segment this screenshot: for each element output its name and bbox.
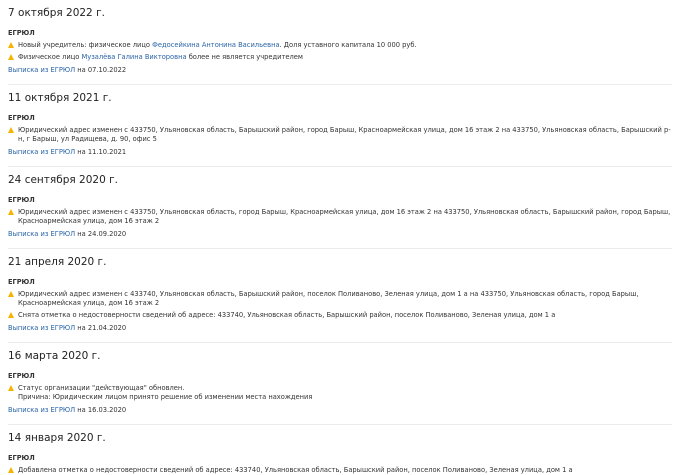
event-item — [8, 384, 672, 402]
warning-triangle-icon — [8, 291, 14, 297]
extract-date: на 16.03.2020 — [77, 406, 127, 414]
event-text: Статус организации "действующая" обновлен. — [18, 384, 185, 392]
event-text: Юридический адрес изменен с 433750, Ульяновская область, город Барыш, Красноармейская улица, дом 16 этаж 2 на 433750, Ульяновская область, Барышский район, город Барыш, Красноармейская улица, дом 16 этаж 2 — [18, 208, 671, 225]
registry-label: ЕГРЮЛ — [8, 196, 35, 204]
registry-label: ЕГРЮЛ — [8, 114, 35, 122]
event-item — [8, 290, 672, 308]
extract-line — [8, 230, 672, 239]
entry-date: 7 октября 2022 г. — [8, 7, 105, 19]
extract-link[interactable]: Выписка из ЕГРЮЛ — [8, 66, 76, 74]
event-item — [8, 53, 672, 62]
event-text: Новый учредитель: физическое лицо — [18, 41, 153, 49]
extract-link[interactable]: Выписка из ЕГРЮЛ — [8, 230, 76, 238]
warning-triangle-icon — [8, 467, 14, 473]
history-entry — [8, 167, 672, 249]
extract-date: на 24.09.2020 — [77, 230, 127, 238]
history-entry — [8, 343, 672, 425]
event-item — [8, 41, 672, 50]
history-entry — [8, 249, 672, 343]
warning-triangle-icon — [8, 54, 14, 60]
entry-date: 14 января 2020 г. — [8, 432, 106, 444]
extract-line — [8, 324, 672, 333]
event-reason: Причина: Юридическим лицом принято решение об изменении места нахождения — [18, 393, 313, 401]
registry-label: ЕГРЮЛ — [8, 29, 35, 37]
entry-date: 16 марта 2020 г. — [8, 350, 101, 362]
extract-link[interactable]: Выписка из ЕГРЮЛ — [8, 406, 76, 414]
extract-link[interactable]: Выписка из ЕГРЮЛ — [8, 148, 76, 156]
person-link[interactable]: Федосейкина Антонина Васильевна — [152, 41, 280, 49]
extract-link[interactable]: Выписка из ЕГРЮЛ — [8, 324, 76, 332]
warning-triangle-icon — [8, 209, 14, 215]
person-link[interactable]: Музалёва Галина Викторовна — [81, 53, 187, 61]
extract-date: на 11.10.2021 — [77, 148, 127, 156]
history-entry — [8, 0, 672, 85]
event-text: Снята отметка о недостоверности сведений об адресе: 433740, Ульяновская область, Барышский район, поселок Поливаново, Зеленая улица, дом 1 а — [18, 311, 556, 319]
event-text: Юридический адрес изменен с 433750, Ульяновская область, Барышский район, город Барыш, Красноармейская улица, дом 16 этаж 2 на 433750, Ульяновская область, Барышский р-н, г Барыш, ул Радищева, д. 90, офис 5 — [18, 126, 671, 143]
warning-triangle-icon — [8, 42, 14, 48]
event-text: Добавлена отметка о недостоверности сведений об адресе: 433740, Ульяновская область, Барышский район, поселок Поливаново, Зеленая улица, дом 1 а — [18, 466, 573, 474]
event-item — [8, 126, 672, 144]
event-text: Физическое лицо — [18, 53, 82, 61]
warning-triangle-icon — [8, 127, 14, 133]
event-item — [8, 311, 672, 320]
entry-date: 11 октября 2021 г. — [8, 92, 112, 104]
registry-label: ЕГРЮЛ — [8, 278, 35, 286]
event-item — [8, 466, 672, 475]
event-text: Юридический адрес изменен с 433740, Ульяновская область, Барышский район, поселок Поливаново, Зеленая улица, дом 1 а на 433750, Ульяновская область, город Барыш, Красноармейская улица, дом 16 этаж 2 — [18, 290, 639, 307]
event-text: . Доля уставного капитала 10 000 руб. — [279, 41, 417, 49]
warning-triangle-icon — [8, 312, 14, 318]
event-text: более не является учредителем — [186, 53, 303, 61]
extract-line — [8, 406, 672, 415]
entry-date: 21 апреля 2020 г. — [8, 256, 107, 268]
extract-line — [8, 66, 672, 75]
history-entry — [8, 425, 672, 475]
registry-label: ЕГРЮЛ — [8, 454, 35, 462]
extract-date: на 07.10.2022 — [77, 66, 127, 74]
registry-label: ЕГРЮЛ — [8, 372, 35, 380]
entry-date: 24 сентября 2020 г. — [8, 174, 118, 186]
extract-date: на 21.04.2020 — [77, 324, 127, 332]
event-item — [8, 208, 672, 226]
extract-line — [8, 148, 672, 157]
warning-triangle-icon — [8, 385, 14, 391]
history-entry — [8, 85, 672, 167]
